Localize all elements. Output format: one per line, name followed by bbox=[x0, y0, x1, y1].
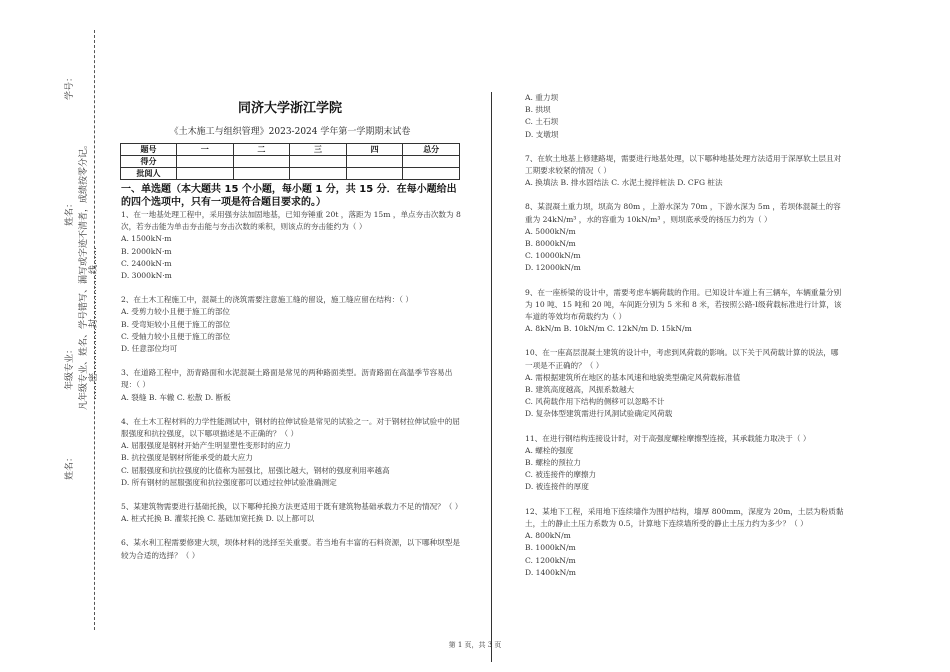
answer-option[interactable]: B. 受弯矩较小且便于施工的部位 bbox=[121, 319, 231, 329]
answer-option[interactable]: C. 2400kN·m bbox=[121, 258, 172, 268]
score-header-row bbox=[121, 144, 460, 156]
section-title: 一、单选题（本大题共 15 个小题，每小题 1 分，共 15 分．在每小题给出的四个选项中，只有一项是符合题目要求的。） bbox=[121, 184, 457, 208]
question-item bbox=[525, 92, 845, 141]
question-stem: 12、某地下工程，采用地下连续墙作为围护结构，墙厚 800mm，深度为 20m，土层为粉质黏土，土的静止土压力系数为 0.5，计算地下连续墙所受的静止土压力约为多少？（ ） bbox=[525, 506, 844, 528]
score-grader-row bbox=[121, 168, 460, 180]
question-item bbox=[121, 537, 461, 561]
answer-option[interactable]: D. 1400kN/m bbox=[525, 567, 576, 577]
answer-option[interactable]: C. 土石坝 bbox=[525, 117, 559, 127]
answer-option[interactable]: A. 换填法 B. 排水固结法 C. 水泥土搅拌桩法 D. CFG 桩法 bbox=[525, 178, 723, 188]
question-stem: 9、在一座桥梁的设计中，需要考虑车辆荷载的作用。已知设计车道上有三辆车，车辆重量分别为 10 吨、15 吨和 20 吨，车间距分别为 5 米和 8 米，若按照公路-Ⅰ级荷载标准进行计算，该车道的等效均布荷载约为（ ） bbox=[525, 287, 842, 322]
grader-cell[interactable] bbox=[233, 168, 290, 180]
answer-option[interactable]: D. 3000kN·m bbox=[121, 271, 172, 281]
column-divider bbox=[491, 92, 492, 662]
question-item bbox=[525, 433, 845, 494]
score-col-total: 总分 bbox=[403, 144, 460, 156]
exam-subtitle: 《土木施工与组织管理》2023-2024 学年第一学期期末试卷 bbox=[169, 127, 411, 137]
question-stem: 7、在软土地基上修建路堤，需要进行地基处理，以下哪种地基处理方法适用于深厚软土层且对工期要求较紧的情况（ ） bbox=[525, 153, 842, 176]
score-col-2: 二 bbox=[233, 144, 290, 156]
answer-option[interactable]: D. 12000kN/m bbox=[525, 263, 581, 273]
answer-option[interactable]: D. 被连接件的厚度 bbox=[525, 482, 589, 492]
question-item bbox=[525, 506, 845, 579]
question-item bbox=[121, 416, 461, 489]
answer-option[interactable]: C. 风荷载作用下结构的侧移可以忽略不计 bbox=[525, 397, 665, 407]
answer-option[interactable]: A. 5000kN/m bbox=[525, 226, 576, 236]
answer-option[interactable]: B. 螺栓的预拉力 bbox=[525, 458, 581, 468]
margin-instruction: 凡年级专业、姓名、学号错写、漏写或字迹不清者，成绩按零分记。 bbox=[79, 139, 89, 410]
question-item bbox=[525, 201, 845, 274]
question-stem: 8、某混凝土重力坝，坝高为 80m ，上游水深为 70m ，下游水深为 5m ，若坝体混凝土的容重为 24kN/m³ ，水的容重为 10kN/m³ ，则坝底承受的扬压力约为（ ） bbox=[525, 202, 841, 224]
points-cell[interactable] bbox=[290, 156, 347, 168]
points-cell[interactable] bbox=[403, 156, 460, 168]
question-column-right bbox=[525, 92, 845, 591]
question-stem: 10、在一座高层混凝土建筑的设计中，考虑到风荷载的影响。以下关于风荷载计算的说法，哪一项是不正确的？（ ） bbox=[525, 348, 839, 370]
score-col-1: 一 bbox=[177, 144, 234, 156]
seal-line-label: ……密……………封……………线…… bbox=[89, 246, 99, 400]
school-name-label: 姓名： bbox=[65, 452, 75, 480]
answer-option[interactable]: C. 屈服强度和抗拉强度的比值称为屈强比，屈强比越大，钢材的强度利用率越高 bbox=[121, 465, 390, 475]
question-stem: 4、在土木工程材料的力学性能测试中，钢材的拉伸试验是常见的试验之一。对于钢材拉伸试验中的屈服强度和抗拉强度，以下哪项描述是不正确的？（ ） bbox=[121, 416, 460, 439]
answer-option[interactable]: A. 8kN/m B. 10kN/m C. 12kN/m D. 15kN/m bbox=[525, 324, 692, 334]
answer-option[interactable]: A. 重力坝 bbox=[525, 93, 559, 102]
question-stem: 6、某水利工程需要修建大坝，坝体材料的选择至关重要。若当地有丰富的石料资源，以下哪种坝型是较为合适的选择？（ ） bbox=[121, 538, 460, 560]
grader-cell[interactable] bbox=[403, 168, 460, 180]
question-column-left bbox=[121, 209, 461, 574]
question-stem: 2、在土木工程施工中，混凝土的浇筑需要注意施工缝的留设，施工缝应留在结构：（ ） bbox=[121, 295, 414, 305]
answer-option[interactable]: A. 裂缝 B. 车辙 C. 松散 D. 断板 bbox=[121, 392, 231, 402]
student-id-label: 学号： bbox=[65, 72, 75, 100]
answer-option[interactable]: A. 受剪力较小且便于施工的部位 bbox=[121, 307, 231, 317]
question-item bbox=[121, 294, 461, 355]
score-points-row bbox=[121, 156, 460, 168]
question-stem: 5、某建筑物需要进行基础托换，以下哪种托换方法更适用于既有建筑物基础承载力不足的情况？（ ） bbox=[121, 502, 463, 512]
answer-option[interactable]: B. 抗拉强度是钢材所能承受的最大应力 bbox=[121, 453, 253, 463]
points-cell[interactable] bbox=[233, 156, 290, 168]
points-cell[interactable] bbox=[346, 156, 403, 168]
name-label: 姓名： bbox=[65, 198, 75, 226]
answer-option[interactable]: B. 1000kN/m bbox=[525, 543, 576, 553]
question-item bbox=[121, 367, 461, 404]
question-item bbox=[121, 209, 461, 282]
answer-option[interactable]: D. 所有钢材的屈服强度和抗拉强度都可以通过拉伸试验准确测定 bbox=[121, 477, 337, 487]
answer-option[interactable]: B. 拱坝 bbox=[525, 105, 551, 115]
page-number: 第 1 页，共 3 页 bbox=[448, 641, 502, 649]
school-title: 同济大学浙江学院 bbox=[237, 101, 342, 116]
question-item bbox=[525, 153, 845, 190]
answer-option[interactable]: A. 桩式托换 B. 灌浆托换 C. 基础加宽托换 D. 以上都可以 bbox=[121, 514, 315, 524]
grader-cell[interactable] bbox=[177, 168, 234, 180]
score-cell-label: 题号 bbox=[121, 144, 177, 156]
points-label: 得分 bbox=[121, 156, 177, 168]
question-stem: 1、在一地基处理工程中，采用强夯法加固地基，已知夯锤重 20t ，落距为 15m ，单点夯击次数为 8 次，若夯击能为单击夯击能与夯击次数的乘积，则该点的夯击能约为（ ） bbox=[121, 210, 461, 232]
answer-option[interactable]: D. 复杂体型建筑需进行风洞试验确定风荷载 bbox=[525, 409, 673, 419]
answer-option[interactable]: C. 10000kN/m bbox=[525, 251, 581, 261]
grader-cell[interactable] bbox=[290, 168, 347, 180]
answer-option[interactable]: C. 被连接件的摩擦力 bbox=[525, 470, 597, 480]
answer-option[interactable]: B. 2000kN·m bbox=[121, 246, 172, 256]
points-cell[interactable] bbox=[177, 156, 234, 168]
class-label: 年级专业： bbox=[65, 344, 75, 390]
question-item bbox=[525, 287, 845, 336]
answer-option[interactable]: B. 建筑高度越高，风振系数越大 bbox=[525, 385, 635, 395]
question-stem: 11、在进行钢结构连接设计时，对于高强度螺栓摩擦型连接，其承载能力取决于（ ） bbox=[525, 433, 811, 443]
question-item bbox=[121, 501, 461, 525]
answer-option[interactable]: A. 需根据建筑所在地区的基本风速和地貌类型确定风荷载标准值 bbox=[525, 372, 741, 382]
grader-label: 批阅人 bbox=[121, 168, 177, 180]
answer-option[interactable]: A. 800kN/m bbox=[525, 531, 571, 541]
question-item bbox=[525, 347, 845, 420]
answer-option[interactable]: A. 1500kN·m bbox=[121, 234, 172, 244]
answer-option[interactable]: C. 1200kN/m bbox=[525, 555, 576, 565]
answer-option[interactable]: A. 螺栓的强度 bbox=[525, 445, 574, 455]
answer-option[interactable]: C. 受轴力较小且便于施工的部位 bbox=[121, 331, 231, 341]
answer-option[interactable]: A. 屈服强度是钢材开始产生明显塑性变形时的应力 bbox=[121, 441, 291, 451]
score-table bbox=[120, 143, 460, 180]
score-col-3: 三 bbox=[290, 144, 347, 156]
grader-cell[interactable] bbox=[346, 168, 403, 180]
answer-option[interactable]: D. 任意部位均可 bbox=[121, 344, 178, 354]
answer-option[interactable]: D. 支墩坝 bbox=[525, 129, 559, 139]
score-col-4: 四 bbox=[346, 144, 403, 156]
question-stem: 3、在道路工程中，沥青路面和水泥混凝土路面是常见的两种路面类型。沥青路面在高温季节容易出现：（ ） bbox=[121, 368, 453, 390]
answer-option[interactable]: B. 8000kN/m bbox=[525, 239, 576, 249]
